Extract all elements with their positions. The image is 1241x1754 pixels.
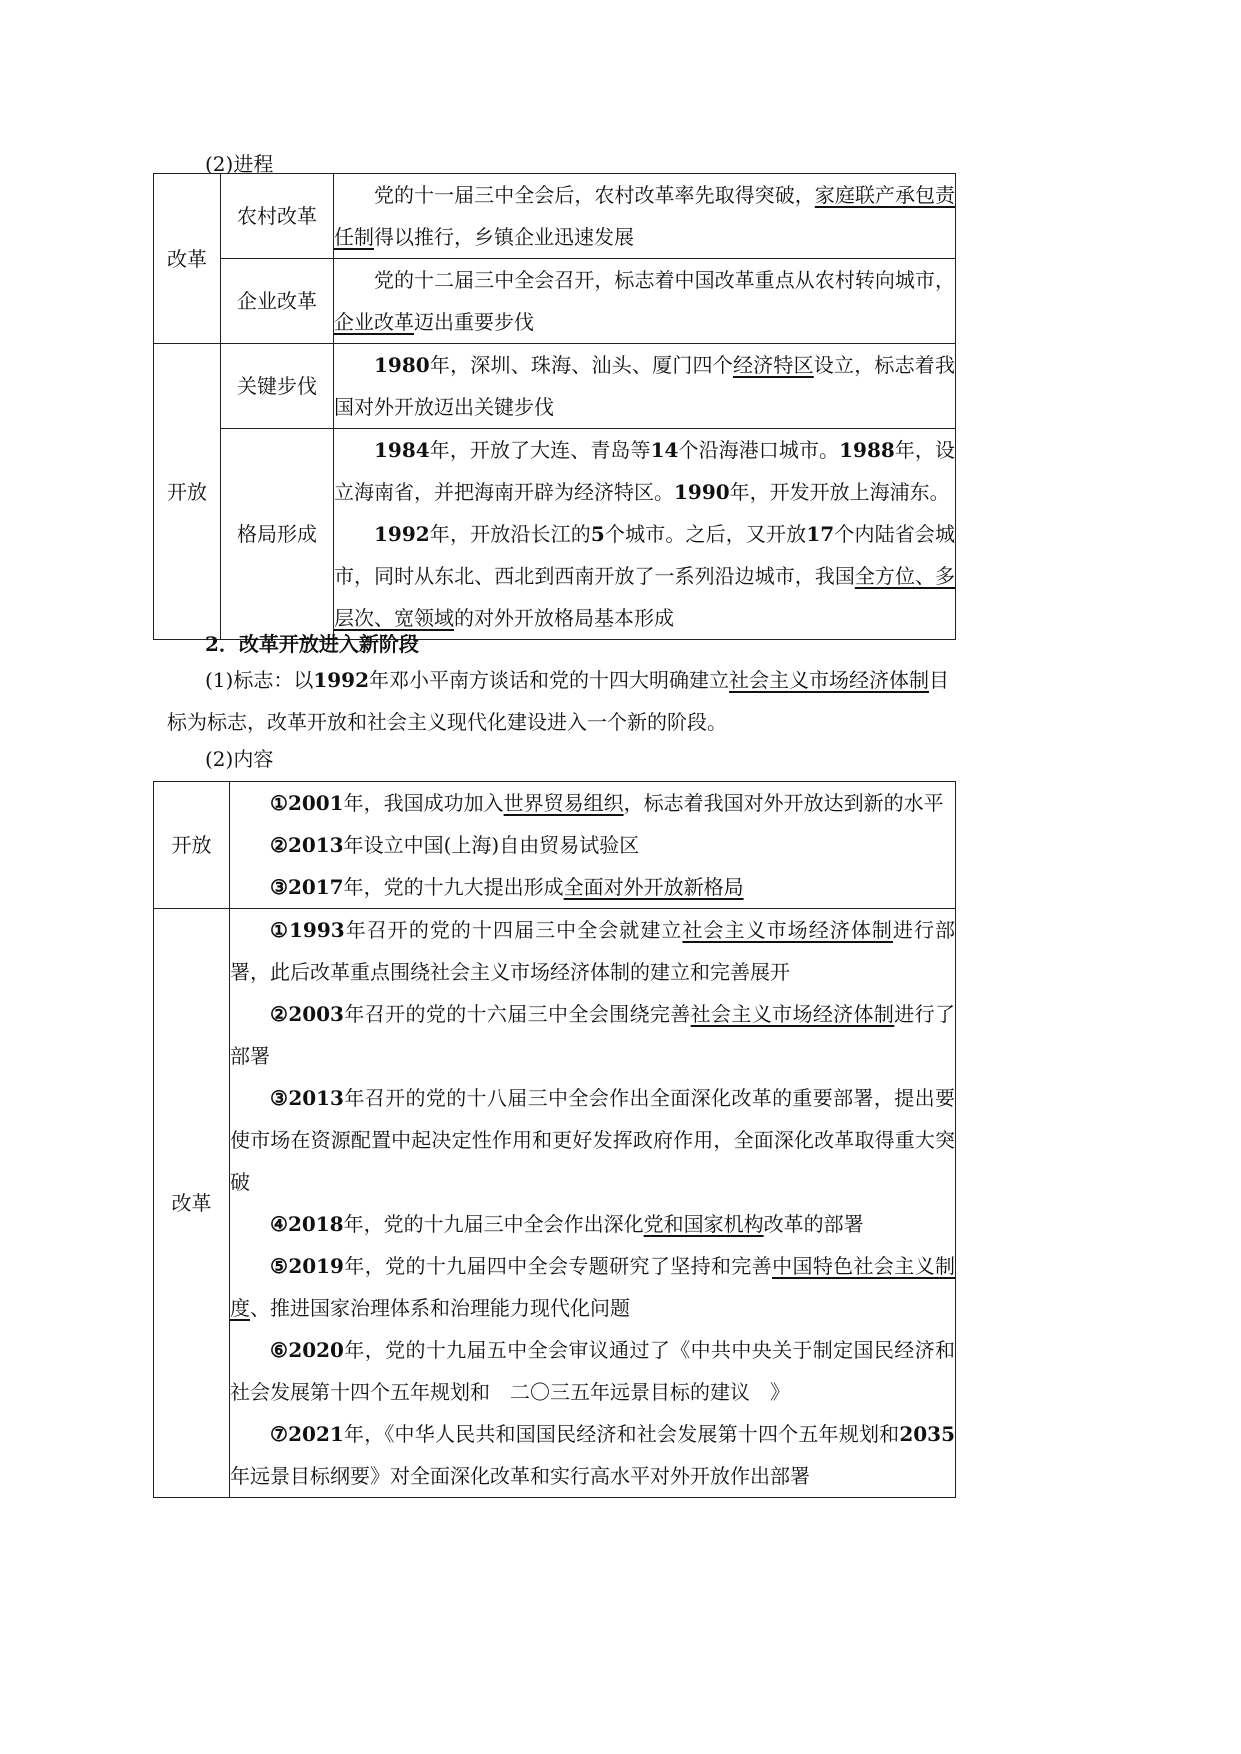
key-step-content: 1980年，深圳、珠海、汕头、厦门四个经济特区设立，标志着我国对外开放迈出关键步伐 — [334, 344, 956, 429]
content-heading: (2)内容 — [205, 747, 274, 771]
reform-label: 改革 — [154, 174, 221, 344]
reform-content: ①1993年召开的党的十四届三中全会就建立社会主义市场经济体制进行部署，此后改革重点围绕社会主义市场经济体制的建立和完善展开 ②2003年召开的党的十六届三中全会围绕完善社会主义市场经济体制进行了部署 ③2013年召开的党的十八届三中全会作出全面深化改革的重要部署，提出要使市场在资源配置中起决定性作用和更好发挥政府作用，全面深化改革取得重大突破 ④2018年，党的十九届三中全会作出深化党和国家机构改革的部署 ⑤2019年，党的十九届四中全会专题研究了坚持和完善中国特色社会主义制度、推进国家治理体系和治理能力现代化问题 ⑥2020年，党的十九届五中全会审议通过了《中共中央关于制定国民经济和社会发展第十四个五年规划和 二〇三五年远景目标的建议 》 ⑦2021年，《中华人民共和国国民经济和社会发展第十四个五年规划和2035年远景目标纲要》对全面深化改革和实行高水平对外开放作出部署 — [230, 909, 956, 1498]
reform-label-2: 改革 — [154, 909, 230, 1498]
opening-label-2: 开放 — [154, 782, 230, 909]
key-step-label: 关键步伐 — [221, 344, 334, 429]
pattern-formation-content: 1984年，开放了大连、青岛等14个沿海港口城市。1988年，设立海南省，并把海南开辟为经济特区。1990年，开发开放上海浦东。 1992年，开放沿长江的5个城市。之后，又开放17个内陆省会城市，同时从东北、西北到西南开放了一系列沿边城市，我国全方位、多层次、宽领域的对外开放格局基本形成 — [334, 429, 956, 640]
section-2-heading: 2．改革开放进入新阶段 — [205, 632, 419, 656]
pattern-formation-label: 格局形成 — [221, 429, 334, 640]
enterprise-reform-content: 党的十二届三中全会召开，标志着中国改革重点从农村转向城市，企业改革迈出重要步伐 — [334, 259, 956, 344]
rural-reform-label: 农村改革 — [221, 174, 334, 259]
content-table — [153, 781, 956, 1498]
opening-content: ①2001年，我国成功加入世界贸易组织，标志着我国对外开放达到新的水平 ②2013年设立中国(上海)自由贸易试验区 ③2017年，党的十九大提出形成全面对外开放新格局 — [230, 782, 956, 909]
rural-reform-content: 党的十一届三中全会后，农村改革率先取得突破，家庭联产承包责任制得以推行，乡镇企业迅速发展 — [334, 174, 956, 259]
opening-label: 开放 — [154, 344, 221, 640]
progress-heading: (2)进程 — [205, 152, 274, 176]
progress-table — [153, 173, 956, 640]
sign-paragraph: (1)标志：以1992年邓小平南方谈话和党的十四大明确建立社会主义市场经济体制目标为标志，改革开放和社会主义现代化建设进入一个新的阶段。 — [167, 668, 950, 734]
enterprise-reform-label: 企业改革 — [221, 259, 334, 344]
